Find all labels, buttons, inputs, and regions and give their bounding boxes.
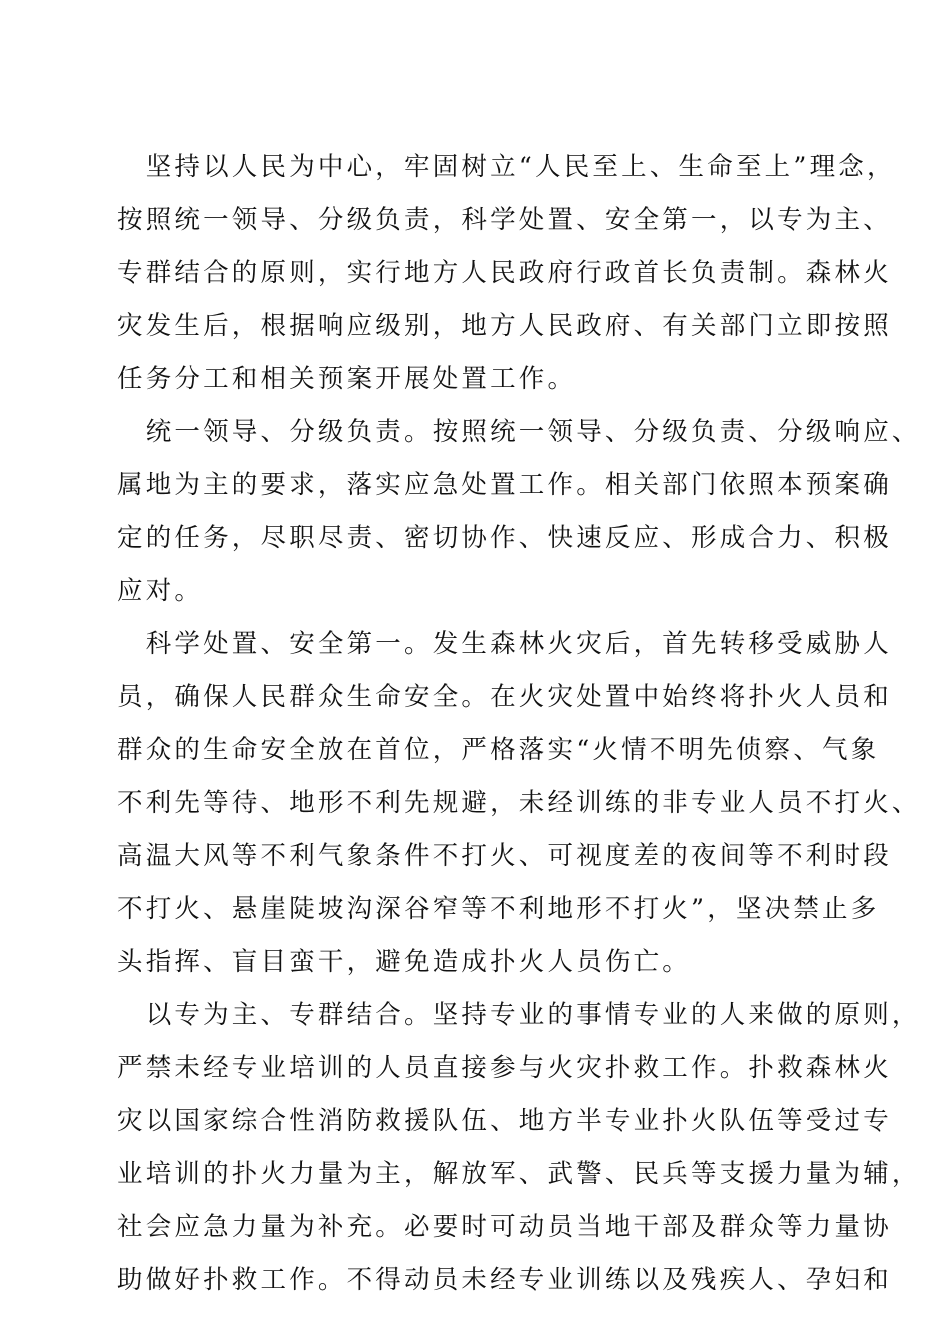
text-line: 定的任务，尽职尽责、密切协作、快速反应、形成合力、积极 xyxy=(117,523,892,553)
text-line: 科学处置、安全第一。发生森林火灾后，首先转移受威胁人 xyxy=(117,629,892,659)
body-text xyxy=(117,141,921,1307)
text-line: 属地为主的要求，落实应急处置工作。相关部门依照本预案确 xyxy=(117,470,892,500)
text-line: 应对。 xyxy=(117,576,204,606)
text-line: 员，确保人民群众生命安全。在火灾处置中始终将扑火人员和 xyxy=(117,682,892,712)
text-line: 统一领导、分级负责。按照统一领导、分级负责、分级响应、 xyxy=(117,417,921,447)
text-line: 灾发生后，根据响应级别，地方人民政府、有关部门立即按照 xyxy=(117,311,892,341)
text-line: 群众的生命安全放在首位，严格落实“火情不明先侦察、气象 xyxy=(117,735,880,765)
text-line: 灾以国家综合性消防救援队伍、地方半专业扑火队伍等受过专 xyxy=(117,1106,892,1136)
text-line: 不利先等待、地形不利先规避，未经训练的非专业人员不打火、 xyxy=(117,788,921,818)
text-line: 业培训的扑火力量为主，解放军、武警、民兵等支援力量为辅， xyxy=(117,1159,921,1189)
text-line: 专群结合的原则，实行地方人民政府行政首长负责制。森林火 xyxy=(117,258,892,288)
text-line: 任务分工和相关预案开展处置工作。 xyxy=(117,364,577,394)
text-line: 不打火、悬崖陡坡沟深谷窄等不利地形不打火”，坚决禁止多 xyxy=(117,894,880,924)
text-line: 头指挥、盲目蛮干，避免造成扑火人员伤亡。 xyxy=(117,947,692,977)
text-line: 高温大风等不利气象条件不打火、可视度差的夜间等不利时段 xyxy=(117,841,892,871)
text-line: 按照统一领导、分级负责，科学处置、安全第一，以专为主、 xyxy=(117,205,892,235)
text-line: 严禁未经专业培训的人员直接参与火灾扑救工作。扑救森林火 xyxy=(117,1053,892,1083)
text-line: 以专为主、专群结合。坚持专业的事情专业的人来做的原则， xyxy=(117,1000,921,1030)
text-line: 助做好扑救工作。不得动员未经专业训练以及残疾人、孕妇和 xyxy=(117,1265,892,1295)
text-line: 坚持以人民为中心，牢固树立“人民至上、生命至上”理念， xyxy=(117,152,896,182)
text-line: 社会应急力量为补充。必要时可动员当地干部及群众等力量协 xyxy=(117,1212,892,1242)
